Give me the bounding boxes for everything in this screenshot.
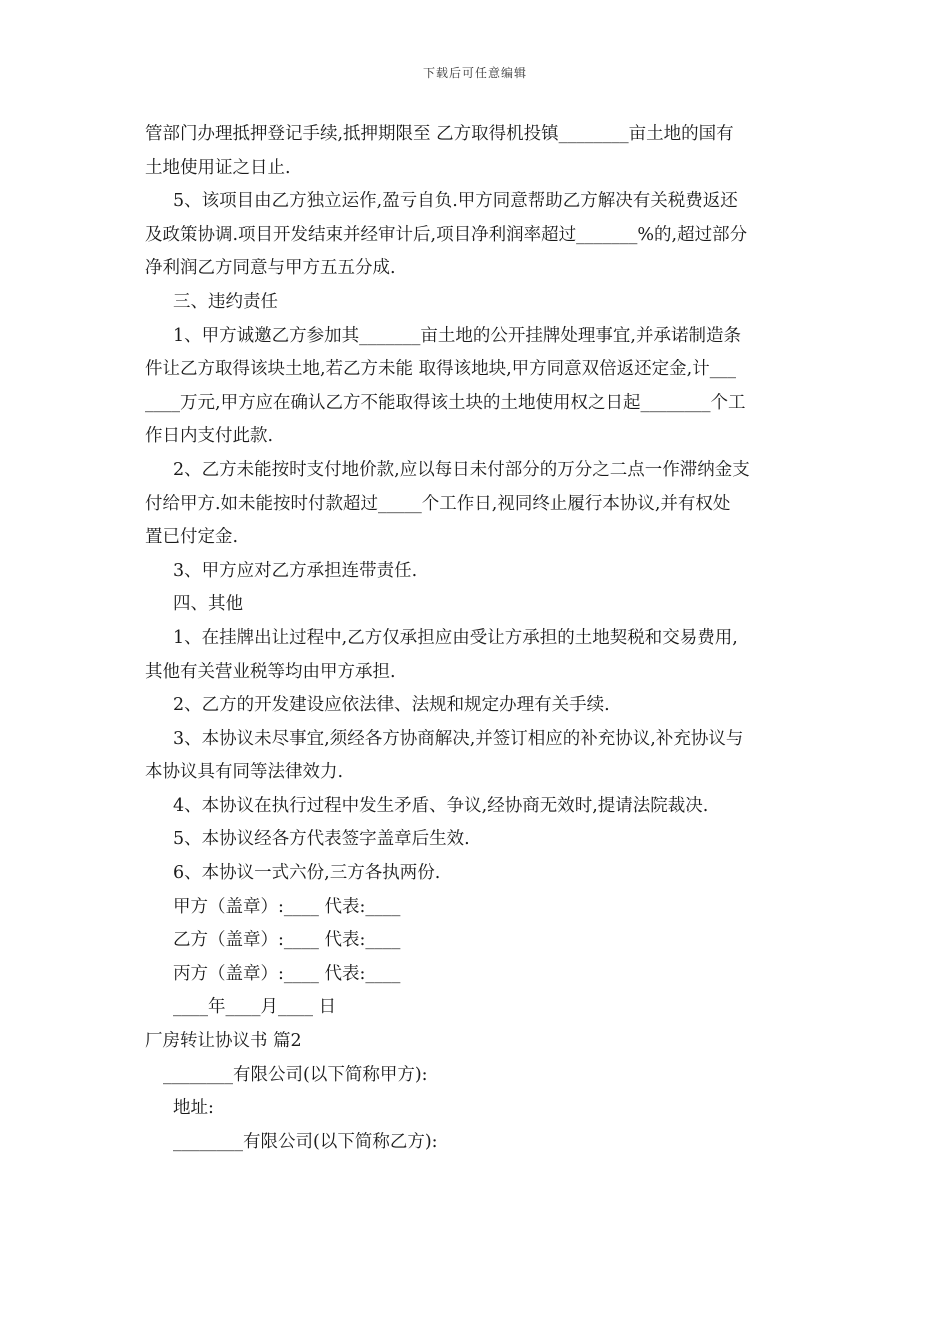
text-line: 3、本协议未尽事宜,须经各方协商解决,并签订相应的补充协议,补充协议与 bbox=[173, 728, 744, 749]
signature-line-party-b: 乙方（盖章）:____ 代表:____ bbox=[173, 930, 401, 951]
text-line: ________有限公司(以下简称乙方): bbox=[173, 1131, 438, 1152]
text-line: ________有限公司(以下简称甲方): bbox=[163, 1064, 428, 1085]
text-line: 5、本协议经各方代表签字盖章后生效. bbox=[173, 829, 470, 850]
text-line: ____万元,甲方应在确认乙方不能取得该土块的土地使用权之日起________个工 bbox=[145, 392, 746, 413]
text-line: 及政策协调.项目开发结束并经审计后,项目净利润率超过_______%的,超过部分 bbox=[145, 224, 748, 245]
text-line: 1、在挂牌出让过程中,乙方仅承担应由受让方承担的土地契税和交易费用, bbox=[173, 627, 738, 648]
text-line: 2、乙方未能按时支付地价款,应以每日未付部分的万分之二点一作滞纳金支 bbox=[173, 459, 750, 480]
text-line: 付给甲方.如未能按时付款超过_____个工作日,视同终止履行本协议,并有权处 bbox=[145, 493, 731, 514]
text-line: 4、本协议在执行过程中发生矛盾、争议,经协商无效时,提请法院裁决. bbox=[173, 795, 709, 816]
signature-line-party-c: 丙方（盖章）:____ 代表:____ bbox=[173, 963, 401, 984]
text-line: 6、本协议一式六份,三方各执两份. bbox=[173, 863, 441, 884]
text-line: 其他有关营业税等均由甲方承担. bbox=[145, 661, 396, 682]
text-line: 1、甲方诚邀乙方参加其_______亩土地的公开挂牌处理事宜,并承诺制造条 bbox=[173, 325, 741, 346]
section-heading: 三、违约责任 bbox=[173, 291, 278, 312]
text-line: 2、乙方的开发建设应依法律、法规和规定办理有关手续. bbox=[173, 695, 610, 716]
text-line: 3、甲方应对乙方承担连带责任. bbox=[173, 560, 418, 581]
text-line: 地址: bbox=[173, 1098, 214, 1119]
text-line: 作日内支付此款. bbox=[145, 426, 274, 447]
text-line: 本协议具有同等法律效力. bbox=[145, 762, 344, 783]
text-line: 土地使用证之日止. bbox=[145, 157, 291, 178]
page-header: 下载后可任意编辑 bbox=[422, 66, 527, 80]
signature-line-party-a: 甲方（盖章）:____ 代表:____ bbox=[173, 896, 401, 917]
text-line: 管部门办理抵押登记手续,抵押期限至 乙方取得机投镇________亩土地的国有 bbox=[145, 124, 734, 144]
text-line: 5、该项目由乙方独立运作,盈亏自负.甲方同意帮助乙方解决有关税费返还 bbox=[173, 191, 738, 212]
section-heading: 四、其他 bbox=[173, 594, 243, 615]
text-line: 置已付定金. bbox=[145, 527, 239, 548]
date-line: ____年____月____ 日 bbox=[173, 997, 337, 1018]
text-line: 件让乙方取得该块土地,若乙方未能 取得该地块,甲方同意双倍返还定金,计___ bbox=[145, 359, 736, 380]
document-body bbox=[145, 118, 810, 1159]
text-line: 净利润乙方同意与甲方五五分成. bbox=[145, 258, 396, 279]
article-title: 厂房转让协议书 篇2 bbox=[145, 1031, 302, 1052]
